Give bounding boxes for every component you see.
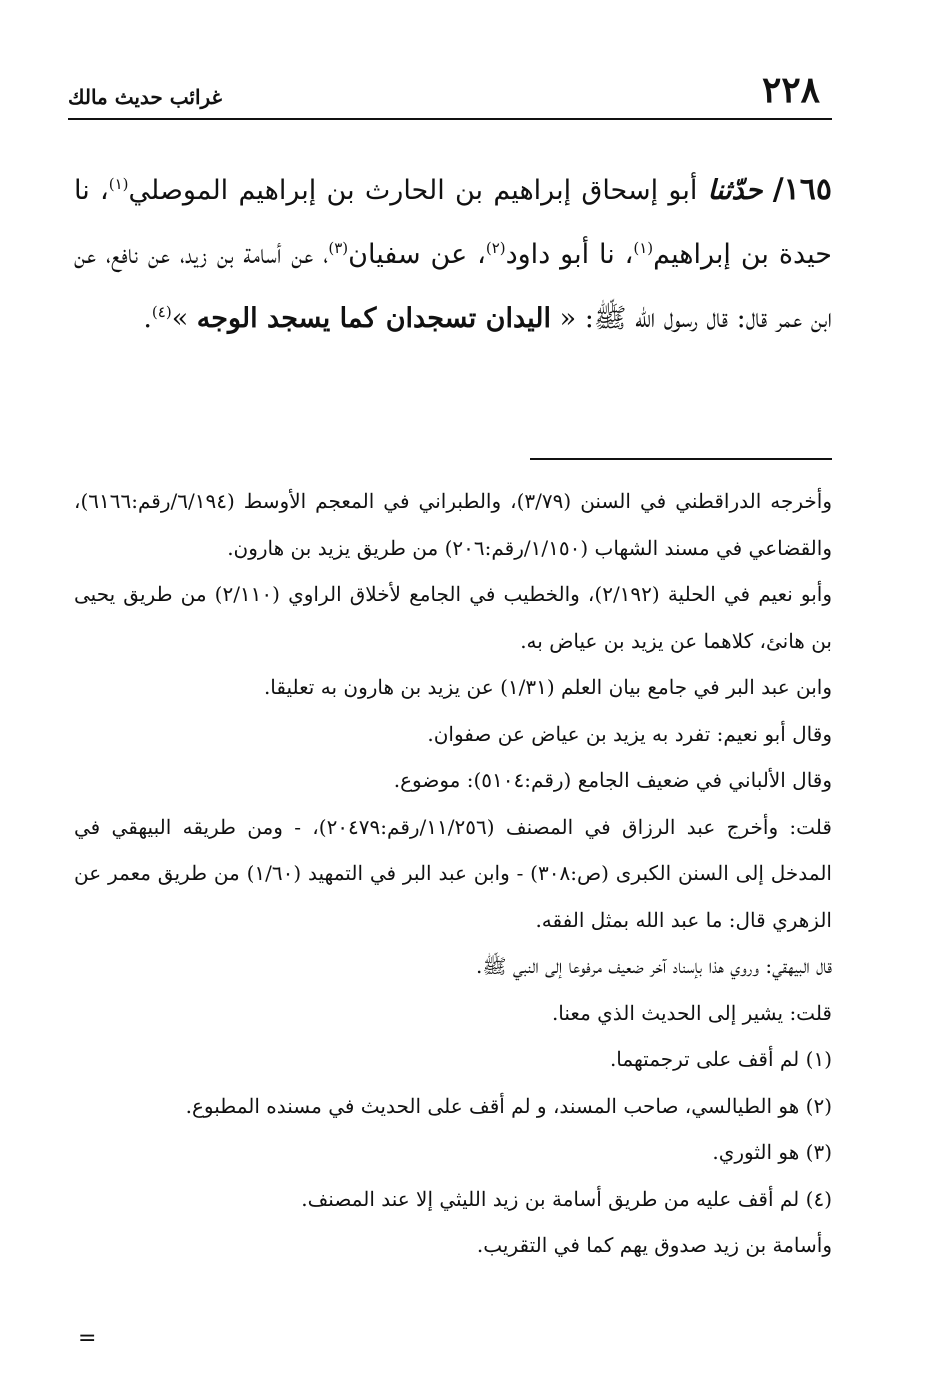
page-header — [68, 70, 832, 116]
footnote-ref-1: (١) — [108, 175, 129, 193]
hadith-matn: اليدان تسجدان كما يسجد الوجه — [196, 303, 552, 334]
isnad-part-3: ، نا أبو داود — [505, 239, 634, 270]
hadith-number: ١٦٥/ — [772, 172, 832, 207]
running-title: غرائب حديث مالك — [68, 85, 223, 109]
takhrij-paragraph: وأبو نعيم في الحلية (٢/١٩٢)، والخطيب في الجامع لأخلاق الراوي (٢/١١٠) من طريق يحيى بن هانئ، كلاهما عن يزيد بن عياض به. — [74, 582, 832, 653]
isnad-part-1: أبو إسحاق إبراهيم بن الحارث بن إبراهيم الموصلي — [128, 175, 708, 206]
page-number: ٢٢٨ — [761, 69, 820, 111]
takhrij-paragraph: وأخرجه الدراقطني في السنن (٣/٧٩)، والطبراني في المعجم الأوسط (٦/١٩٤/رقم:٦١٦٦)، والقضاعي في مسند الشهاب (١/١٥٠/رقم:٢٠٦) من طريق يزيد بن هارون. — [74, 489, 832, 560]
footnotes — [74, 478, 832, 1269]
footnote-3: (٣) هو الثوري. — [712, 1140, 832, 1164]
takhrij-paragraph: قلت: وأخرج عبد الرزاق في المصنف (١١/٢٥٦/رقم:٢٠٤٧٩)، - ومن طريقه البيهقي في المدخل إلى السنن الكبرى (ص:٣٠٨) - وابن عبد البر في التمهيد (١/٦٠) من طريق معمر عن الزهري قال: ما عبد الله بمثل الفقه. — [74, 814, 832, 932]
footnote-separator — [530, 458, 832, 460]
footnote-4: (٤) لم أقف عليه من طريق أسامة بن زيد الليثي إلا عند المصنف. — [301, 1186, 832, 1211]
continuation-mark: = — [78, 1326, 97, 1351]
footnote-4-continuation: وأسامة بن زيد صدوق يهم كما في التقريب. — [476, 1233, 832, 1257]
end-period: . — [143, 303, 152, 334]
haddathana-word: حدّثنا — [707, 175, 763, 206]
footnote-ref-2: (٢) — [485, 239, 506, 257]
closing-quote: » — [171, 303, 197, 334]
footnote-ref-4: (٤) — [151, 303, 172, 321]
footnote-2: (٢) هو الطيالسي، صاحب المسند، و لم أقف على الحديث في مسنده المطبوع. — [185, 1093, 832, 1118]
isnad-part-2: ، نا حيدة بن إبراهيم — [74, 175, 832, 270]
takhrij-paragraph: وقال أبو نعيم: تفرد به يزيد بن عياض عن صفوان. — [427, 721, 832, 746]
isnad-part-4: ، عن سفيان — [348, 239, 486, 270]
isnad-part-5: ، عن أسامة بن زيد، عن نافع، عن ابن عمر قال: قال رسول الله ﷺ: « — [74, 239, 832, 334]
footnote-1: (١) لم أقف على ترجمتهما. — [609, 1047, 832, 1071]
header-rule — [68, 118, 832, 120]
takhrij-paragraph: وقال الألباني في ضعيف الجامع (رقم:٥١٠٤): موضوع. — [393, 768, 832, 792]
hadith-text — [74, 158, 832, 351]
takhrij-paragraph: قال البيهقي: وروي هذا بإسناد آخر ضعيف مرفوعا إلى النبي ﷺ. — [475, 954, 832, 978]
takhrij-paragraph: وابن عبد البر في جامع بيان العلم (١/٣١) عن يزيد بن هارون به تعليقا. — [263, 675, 832, 699]
footnote-ref-3: (٣) — [328, 239, 349, 257]
takhrij-paragraph: قلت: يشير إلى الحديث الذي معنا. — [551, 1000, 832, 1025]
footnote-ref-1b: (١) — [633, 239, 654, 257]
